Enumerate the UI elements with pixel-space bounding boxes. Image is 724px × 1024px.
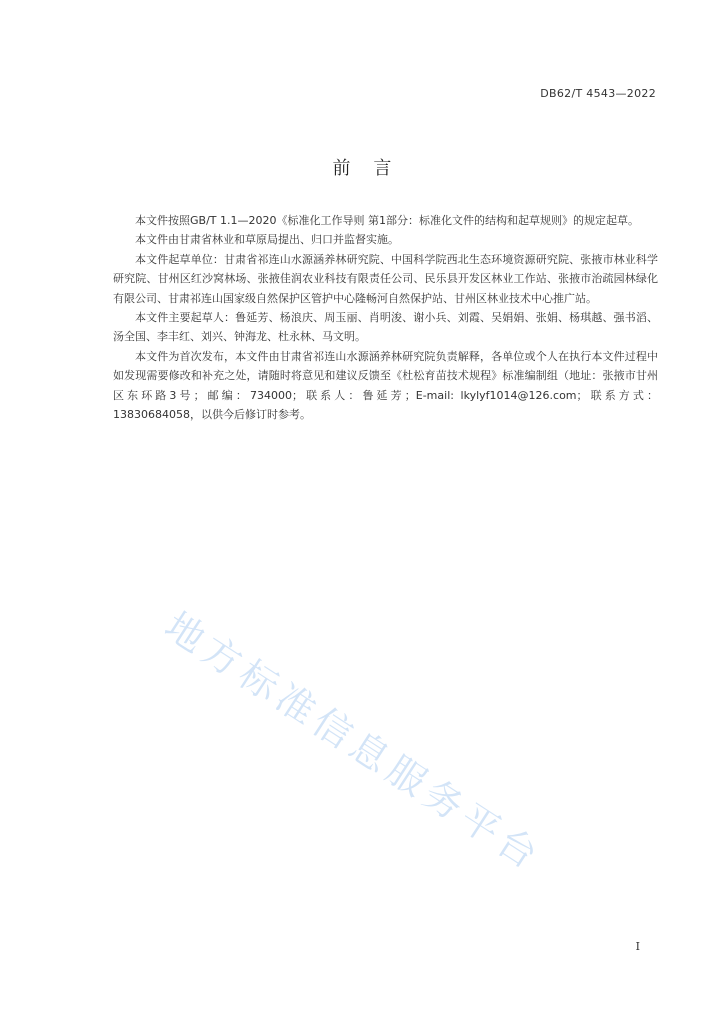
standard-code: DB62/T 4543—2022 [540,87,656,100]
paragraph-proposer: 本文件由甘肃省林业和草原局提出、归口并监督实施。 [135,233,399,247]
watermark: 地方标准信息服务平台 [157,603,551,881]
page-number: I [635,940,640,953]
paragraph-drafters: 本文件主要起草人：鲁延芳、杨浪庆、周玉丽、肖明浚、谢小兵、刘霞、吴娟娟、张娟、杨琪越、强书滔、汤全国、李丰红、刘兴、钟海龙、杜永林、马文明。 [113,311,658,344]
paragraph-drafting-units: 本文件起草单位：甘肃省祁连山水源涵养林研究院、中国科学院西北生态环境资源研究院、张掖市林业科学研究院、甘州区红沙窝林场、张掖佳润农业科技有限责任公司、民乐县开发区林业工作站、张掖市治疏园林绿化有限公司、甘肃祁连山国家级自然保护区管护中心隆畅河自然保护站、甘州区林业技术中心推广站。 [113,252,658,305]
paragraph-drafting-rules: 本文件按照GB/T 1.1—2020《标准化工作导则 第1部分：标准化文件的结构和起草规则》的规定起草。 [135,214,639,227]
foreword-body [113,211,658,424]
paragraph-release-info: 本文件为首次发布，本文件由甘肃省祁连山水源涵养林研究院负责解释，各单位或个人在执行本文件过程中如发现需要修改和补充之处，请随时将意见和建议反馈至《杜松育苗技术规程》标准编制组（地址：张掖市甘州区东环路3号；邮编：734000；联系人：鲁延芳；E-mail: lkylyf1014@126.com；联系方式：13830684058，以供今后修订时参考。 [113,349,658,422]
page-title: 前 言 [332,158,392,179]
